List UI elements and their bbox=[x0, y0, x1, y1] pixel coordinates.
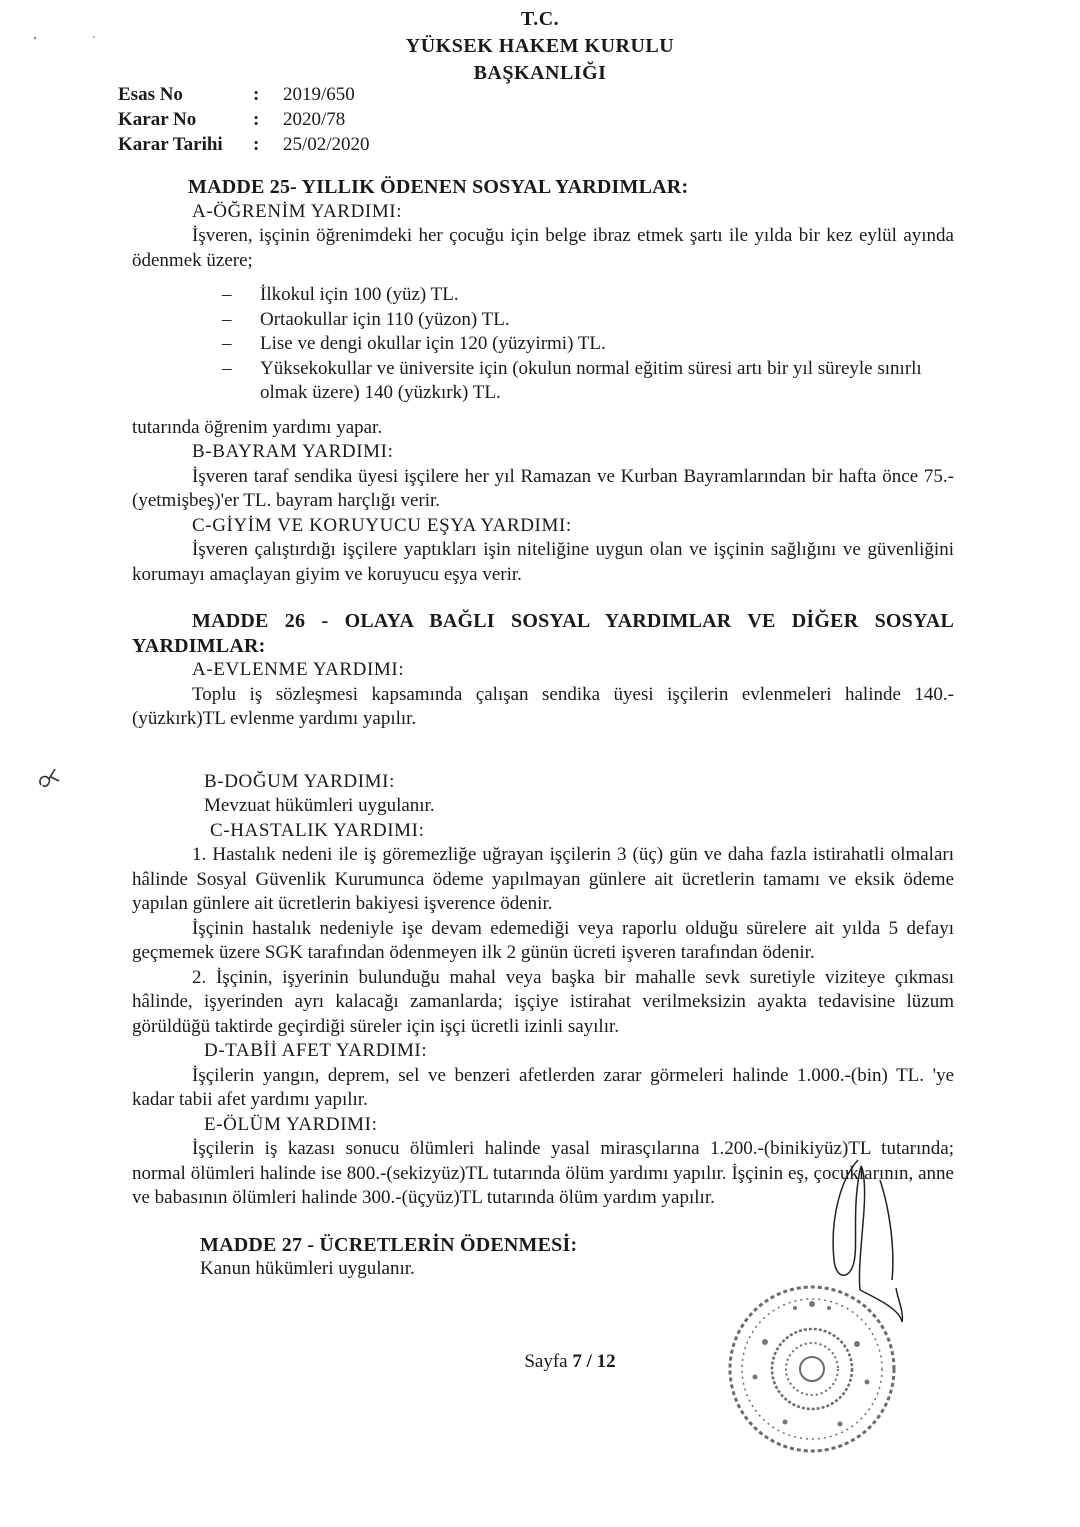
meta-label: Karar No bbox=[118, 109, 197, 130]
madde-26-title-line1: MADDE 26 - OLAYA BAĞLI SOSYAL YARDIMLAR VE DİĞER SOSYAL bbox=[192, 610, 954, 632]
madde-26-c-title: C-HASTALIK YARDIMI: bbox=[210, 819, 425, 841]
document-header bbox=[380, 6, 700, 87]
meta-value: 2020/78 bbox=[283, 109, 346, 130]
madde-26-d-text: İşçilerin yangın, deprem, sel ve benzeri afetlerden zarar görmeleri halinde 1.000.-(bin) TL. 'ye kadar tabii afet yardımı yapılır. bbox=[132, 1064, 954, 1110]
header-line-institution: YÜKSEK HAKEM KURULU bbox=[405, 35, 675, 57]
madde-26-a-text: Toplu iş sözleşmesi kapsamında çalışan sendika üyesi işçilerin evlenmeleri halinde 140.-(yüzkırk)TL evlenme yardımı yapılır. bbox=[132, 683, 954, 729]
header-line-tc: T.C. bbox=[520, 8, 560, 30]
list-item: – İlkokul için 100 (yüz) TL. bbox=[222, 283, 954, 308]
madde-26-title-line2: YARDIMLAR: bbox=[132, 634, 266, 657]
document-body bbox=[132, 175, 954, 1282]
madde-26-e-title: E-ÖLÜM YARDIMI: bbox=[204, 1113, 378, 1135]
official-seal-icon bbox=[725, 1282, 900, 1457]
meta-value: 25/02/2020 bbox=[283, 134, 370, 155]
meta-value: 2019/650 bbox=[283, 84, 355, 105]
madde-26-b-title: B-DOĞUM YARDIMI: bbox=[204, 770, 395, 792]
meta-colon: : bbox=[253, 134, 260, 155]
madde-25-a-text: İşveren, işçinin öğrenimdeki her çocuğu için belge ibraz etmek şartı ile yılda bir kez eylül ayında ödenmek üzere; bbox=[132, 225, 954, 271]
meta-colon: : bbox=[253, 84, 260, 105]
madde-25-c-title: C-GİYİM VE KORUYUCU EŞYA YARDIMI: bbox=[192, 514, 572, 536]
education-amount-list bbox=[222, 283, 954, 406]
madde-26-a-title: A-EVLENME YARDIMI: bbox=[192, 659, 405, 680]
meta-colon: : bbox=[253, 109, 260, 130]
madde-26-c-p3: 2. İşçinin, işyerinin bulunduğu mahal veya başka bir mahalle sevk suretiyle viziteye çıkması hâlinde, işyerinden ayrı kalacağı zamanlarda; işçiye istirahat verilmeksizin ayakta tedavisine lüzum görüldüğü taktirde geçirdiği süreler için işçi ücretli izinli sayılır. bbox=[132, 966, 954, 1037]
madde-25-c-text: İşveren çalıştırdığı işçilere yaptıkları işin niteliğine uygun olan ve işçinin sağlığını ve güvenliğini korumayı amaçlayan giyim ve koruyucu eşya verir. bbox=[132, 539, 954, 585]
madde-26-c-p2: İşçinin hastalık nedeniyle işe devam edemediği veya raporlu olduğu sürelere ait yılda 5 defayı geçmemek üzere SGK tarafından ödenmeyen ilk 2 günün ücreti işveren tarafından ödenir. bbox=[132, 917, 954, 963]
header-line-presidency: BAŞKANLIĞI bbox=[473, 62, 607, 84]
madde-25-title: MADDE 25- YILLIK ÖDENEN SOSYAL YARDIMLAR: bbox=[188, 176, 689, 198]
madde-27-title: MADDE 27 - ÜCRETLERİN ÖDENMESİ: bbox=[200, 1233, 578, 1256]
madde-26-b-text: Mevzuat hükümleri uygulanır. bbox=[204, 795, 435, 816]
madde-27-text: Kanun hükümleri uygulanır. bbox=[200, 1258, 415, 1279]
meta-row-esas bbox=[118, 82, 370, 107]
meta-row-karar bbox=[118, 107, 370, 132]
madde-26-c-p1: 1. Hastalık nedeni ile iş göremezliğe uğrayan işçilerin 3 (üç) gün ve daha fazla istirahatli olmaları hâlinde Sosyal Güvenlik Kurumunca ödeme yapılmayan günlere ait ücretlerin tamamı ve eksik ödeme yapılan günlere ait ücretlerin bakiyesi işverence ödenir. bbox=[132, 844, 954, 914]
madde-25-b-title: B-BAYRAM YARDIMI: bbox=[192, 441, 394, 462]
page-label: Sayfa bbox=[524, 1351, 568, 1372]
madde-25-a-title: A-ÖĞRENİM YARDIMI: bbox=[192, 200, 403, 222]
list-item: – Lise ve dengi okullar için 120 (yüzyirmi) TL. bbox=[222, 332, 954, 357]
madde-26-d-title: D-TABİİ AFET YARDIMI: bbox=[204, 1040, 428, 1061]
list-item: – Ortaokullar için 110 (yüzon) TL. bbox=[222, 308, 954, 333]
meta-row-tarih bbox=[118, 132, 370, 157]
madde-26-e-text: İşçilerin iş kazası sonucu ölümleri halinde yasal mirasçılarına 1.200.-(binikiyüz)TL tutarında; normal ölümleri halinde ise 800.-(sekizyüz)TL tutarında ölüm yardımı yapılır. İşçinin eş, çocuklarının, anne ve babasının ölümleri halinde 300.-(üçyüz)TL tutarında ölüm yardım yapılır. bbox=[132, 1138, 954, 1208]
margin-initial-mark bbox=[35, 755, 65, 795]
list-item: – Yüksekokullar ve üniversite için (okulun normal eğitim süresi artı bir yıl süreyle sınırlı olmak üzere) 140 (yüzkırk) TL. bbox=[222, 357, 954, 406]
page-footer bbox=[0, 1351, 1080, 1373]
meta-label: Karar Tarihi bbox=[118, 134, 223, 155]
meta-label: Esas No bbox=[118, 84, 183, 105]
scan-speck-mark bbox=[30, 30, 100, 40]
madde-25-a-after: tutarında öğrenim yardımı yapar. bbox=[132, 416, 383, 438]
case-meta bbox=[118, 82, 370, 157]
page-number: 7 / 12 bbox=[572, 1351, 616, 1372]
madde-25-b-text: İşveren taraf sendika üyesi işçilere her yıl Ramazan ve Kurban Bayramlarından bir hafta önce 75.-(yetmişbeş)'er TL. bayram harçlığı verir. bbox=[132, 465, 954, 511]
